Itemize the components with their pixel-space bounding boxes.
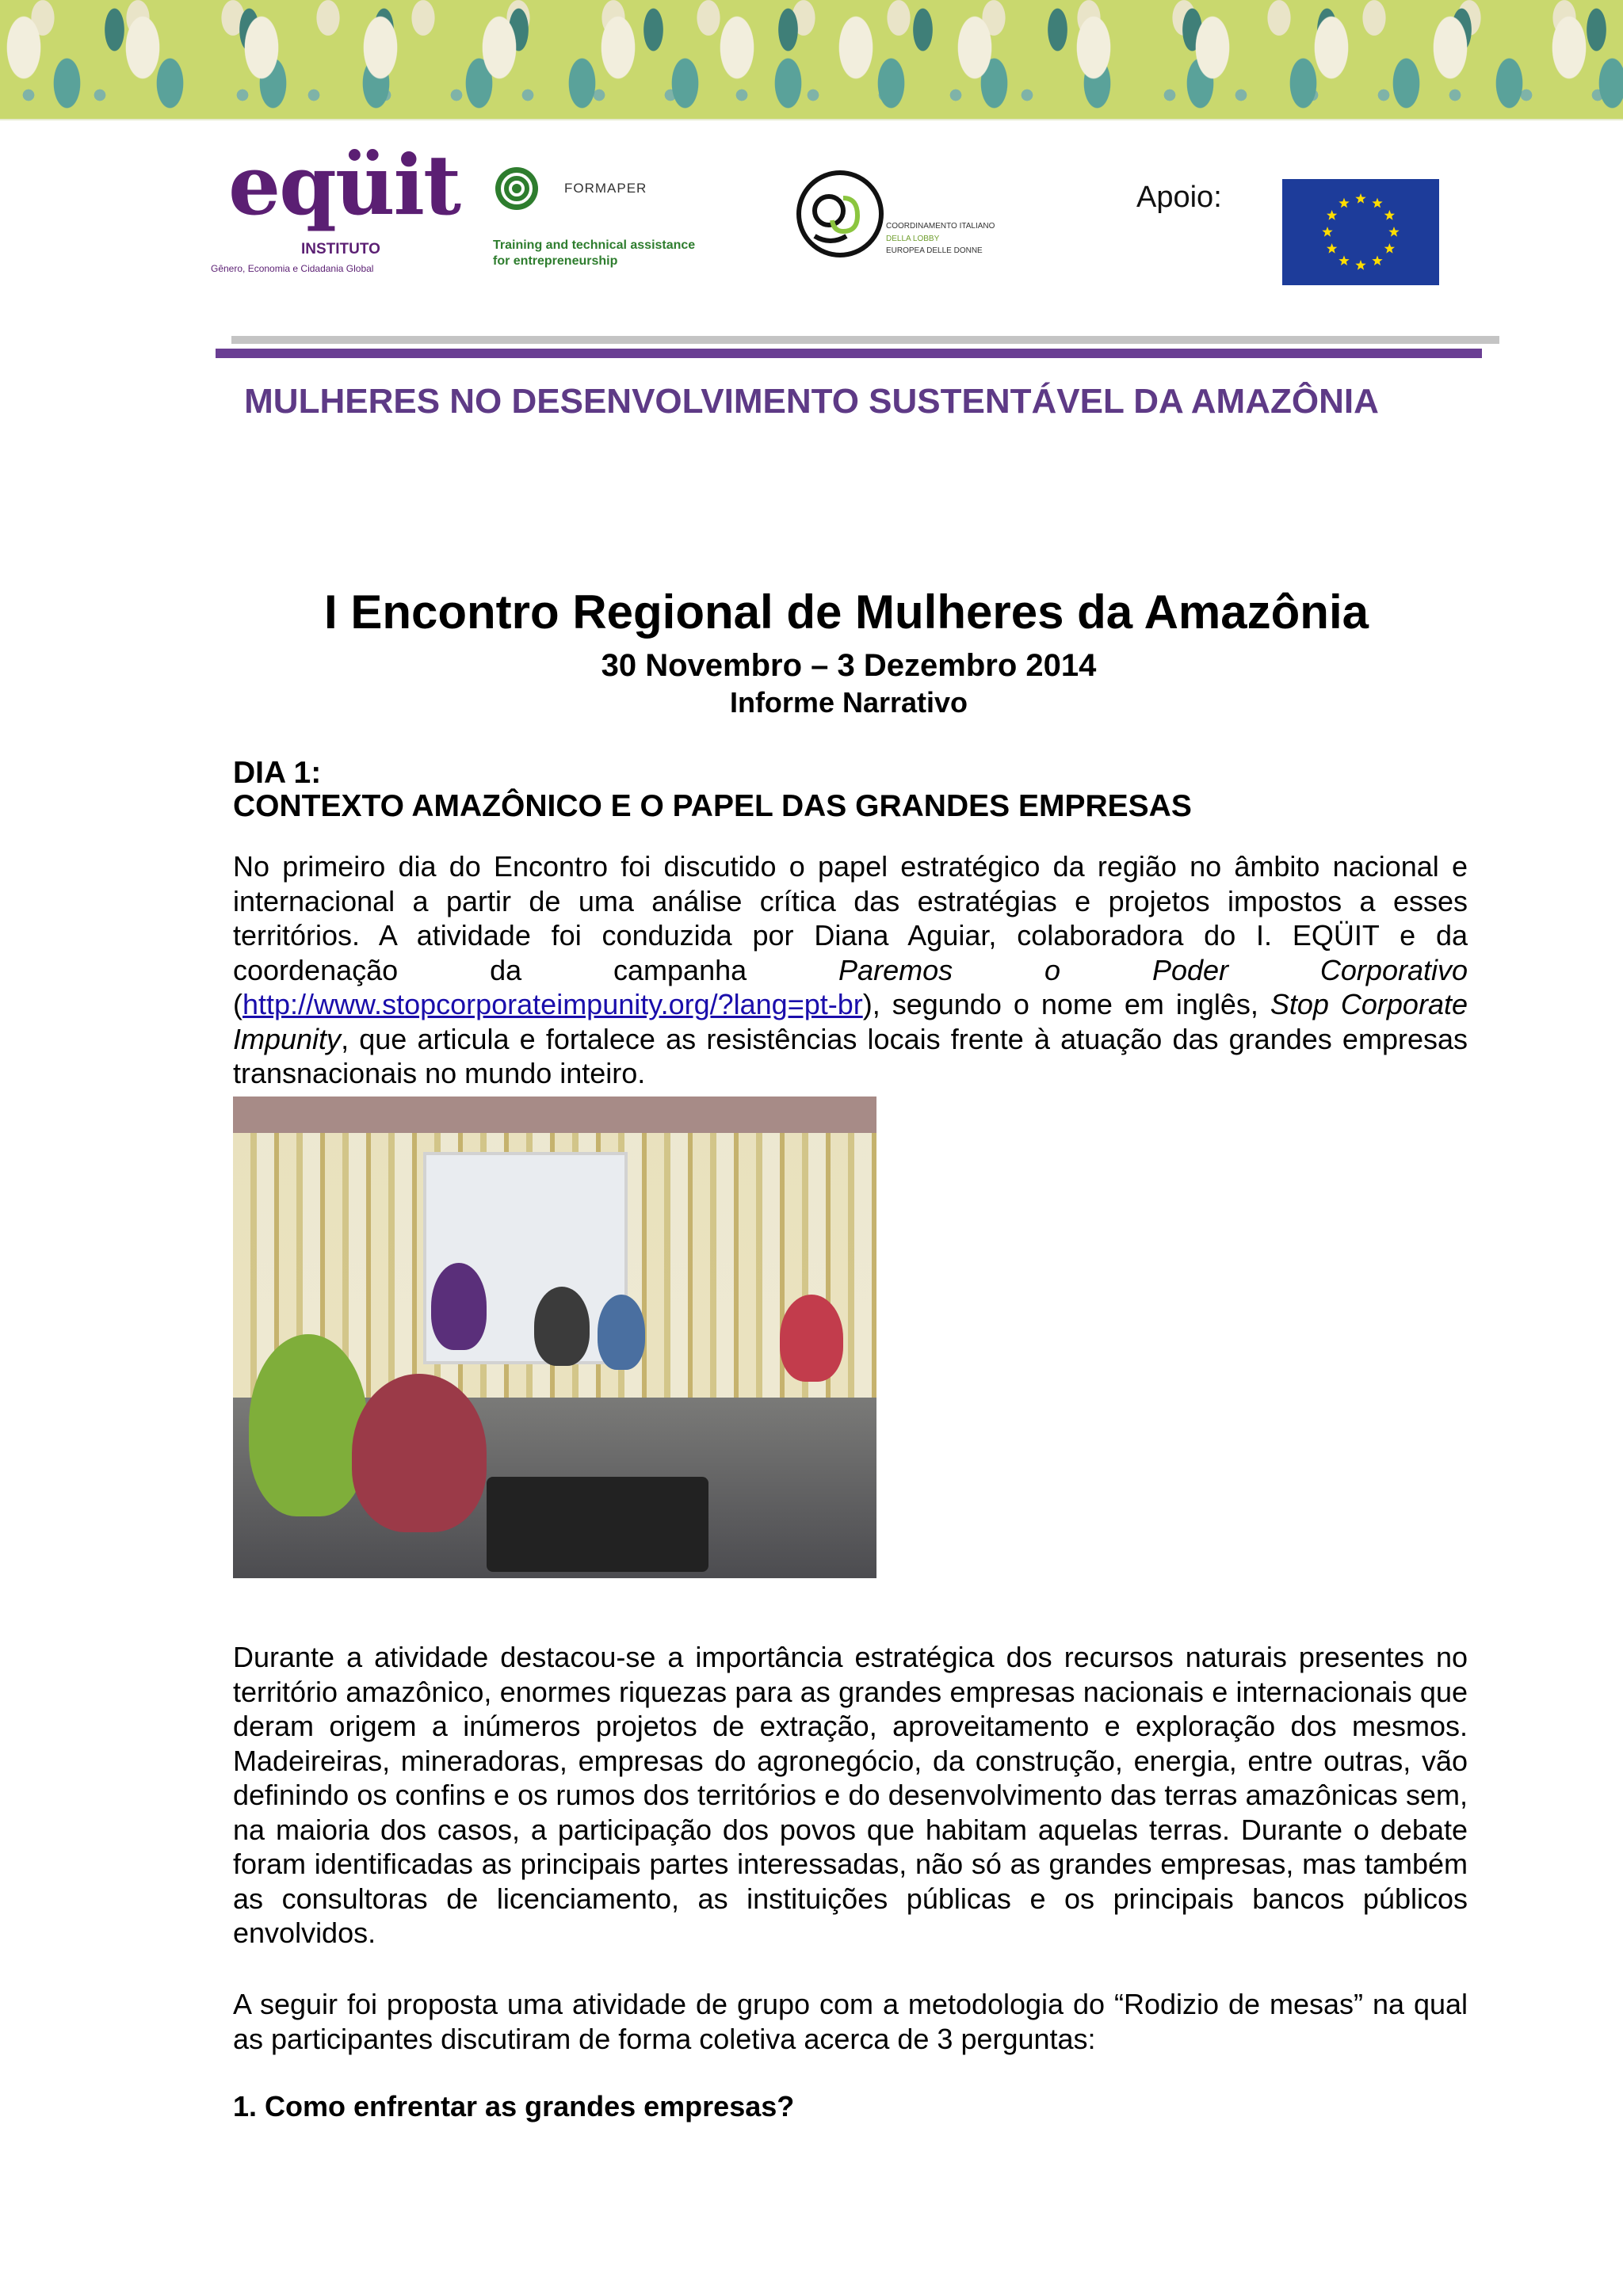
day-title: CONTEXTO AMAZÔNICO E O PAPEL DAS GRANDES EMPRESAS xyxy=(233,789,1192,823)
formaper-name: FORMAPER xyxy=(564,181,647,196)
support-label: Apoio: xyxy=(1136,181,1222,214)
photo-laptop xyxy=(487,1477,708,1572)
meeting-photo xyxy=(233,1097,876,1578)
day-label: DIA 1: xyxy=(233,756,322,790)
report-type: Informe Narrativo xyxy=(729,686,968,719)
document-title: I Encontro Regional de Mulheres da Amazônia xyxy=(324,585,1369,639)
project-header-title: MULHERES NO DESENVOLVIMENTO SUSTENTÁVEL DA AMAZÔNIA xyxy=(244,382,1379,421)
photo-person xyxy=(431,1263,487,1350)
question-1: 1. Como enfrentar as grandes empresas? xyxy=(233,2090,795,2122)
p1-text-b: ( xyxy=(233,988,242,1020)
p1-english-name: Stop Corporate Impunity xyxy=(233,988,1468,1055)
paragraph-2: Durante a atividade destacou-se a importância estratégica dos recursos naturais presentes no território amazônico, enormes riquezas para as grandes empresas nacionais e internacionais que deram origem a inúmeros projetos de extração, aproveitamento e exploração dos mesmos. Madeireiras, mineradoras, empresas do agronegócio, da construção, energia, entre outras, vão definindo os confins e os rumos dos territórios e do desenvolvimento das terras amazônicas sem, na maioria dos casos, a participação dos povos que habitam aquelas terras. Durante o debate foram identificadas as principais partes interessadas, não só as grandes empresas, mas também as consultoras de licenciamento, as instituições públicas e os principais bancos públicos envolvidos. xyxy=(233,1641,1468,1949)
decorative-banner xyxy=(0,0,1623,120)
header-rule-purple xyxy=(216,349,1482,358)
header-rule-gray xyxy=(231,336,1499,344)
p1-campaign-name: Paremos o Poder Corporativo xyxy=(838,953,1468,986)
p1-text-a: No primeiro dia do Encontro foi discutido o papel estratégico da região no âmbito nacional e internacional a partir de uma análise crítica das estratégias e projetos impostos a esses territórios. A atividade foi conduzida por Diana Aguiar, colaboradora do I. EQÜIT e da coordenação da campanha xyxy=(233,850,1468,986)
photo-person xyxy=(249,1334,368,1516)
equit-instituto-label: INSTITUTO xyxy=(301,241,380,257)
lobby-line-3: EUROPEA DELLE DONNE xyxy=(886,246,983,255)
lobby-line-2: DELLA LOBBY xyxy=(886,234,940,243)
lobby-text xyxy=(886,220,1029,257)
campaign-link[interactable]: http://www.stopcorporateimpunity.org/?lang=pt-br xyxy=(242,988,863,1020)
event-dates: 30 Novembro – 3 Dezembro 2014 xyxy=(601,648,1097,683)
photo-person xyxy=(598,1295,645,1370)
equit-wordmark: eqüit xyxy=(228,136,460,234)
p1-text-d: , que articula e fortalece as resistências locais frente à atuação das grandes empresas transnacionais no mundo inteiro. xyxy=(233,1022,1468,1089)
p1-text-c: ), segundo o nome em inglês, xyxy=(862,988,1270,1020)
photo-ceiling xyxy=(233,1097,876,1133)
photo-person xyxy=(780,1295,843,1382)
paragraph-1 xyxy=(233,849,1468,1091)
photo-person xyxy=(352,1374,487,1532)
formaper-tagline: Training and technical assistance for entrepreneurship xyxy=(493,238,696,268)
equit-subtitle: Gênero, Economia e Cidadania Global xyxy=(211,263,374,274)
lobby-line-1: COORDINAMENTO ITALIANO xyxy=(886,222,995,231)
eu-flag-icon xyxy=(1282,179,1439,285)
lobby-emblem-icon xyxy=(792,166,892,266)
paragraph-3: A seguir foi proposta uma atividade de grupo com a metodologia do “Rodizio de mesas” na qual as participantes discutiram de forma coletiva acerca de 3 perguntas: xyxy=(233,1988,1468,2055)
photo-person xyxy=(534,1287,590,1366)
formaper-snail-icon xyxy=(493,165,540,212)
